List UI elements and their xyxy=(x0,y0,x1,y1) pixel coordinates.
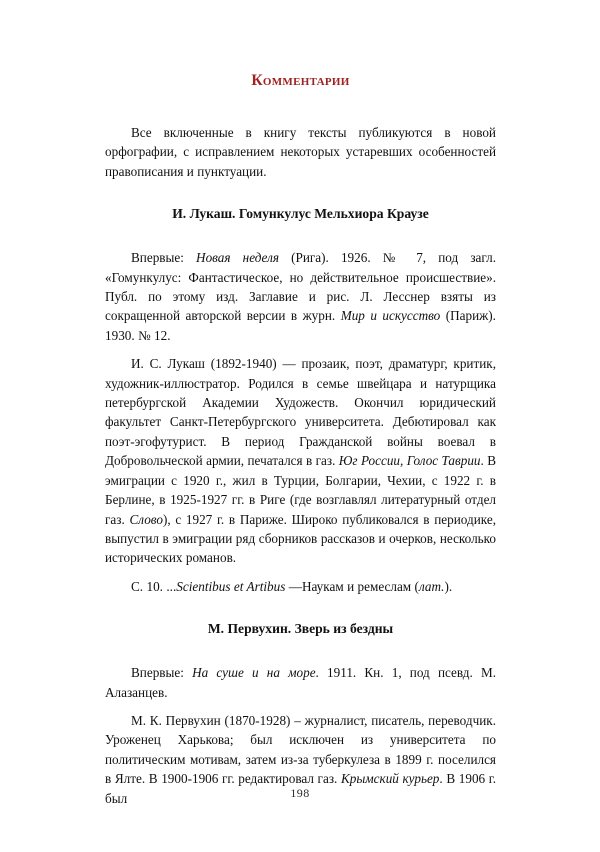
biography-part-1: И. С. Лукаш (1892-1940) — прозаик, поэт, драматург, критик, художник-иллюстратор. Родился в семье швейцара и натурщика петербургской Академии Художеств. Окончил юридический факультет Санкт-Петербургского университета. Дебютировал как поэт-эгофутурист. В период Гражданской войны воевал в Добровольческой армии, печатался в газ. xyxy=(105,356,496,469)
section-heading-lukash: И. Лукаш. Гомункулус Мельхиора Краузе xyxy=(172,206,429,222)
section-heading-pervukhin: М. Первухин. Зверь из бездны xyxy=(207,621,394,637)
biography-part-2: . В эмиграции с 1920 г., жил в Турции, Болгарии, Чехии, с 1922 г. в Берлине, в 1925-1927 гг. в Риге (где возглавлял литературный отдел газ. xyxy=(105,453,497,527)
gloss-locator: С. 10. ... xyxy=(131,578,177,594)
source-note-lead: Впервые: xyxy=(131,665,193,681)
source-note-middle: (Рига). 1926. № 7, под загл. «Гомункулус: Фантастическое, но действительное происшествие». Публ. по этому изд. Заглавие и рис. Л. Лесснер взяты из сокращенной авторской версии в журн. xyxy=(105,250,497,324)
biography-part-3: ), с 1927 г. в Париже. Широко публиковался в периодике, выпустил в эмиграции ряд сборников рассказов и очерков, несколько исторических романов. xyxy=(105,511,496,566)
gloss-latin-phrase: Scientibus et Artibus xyxy=(176,578,286,594)
source-title-na-sushe-i-na-more: На суше и на море xyxy=(192,665,316,681)
source-note-pervukhin xyxy=(105,663,496,702)
gloss-tail: ). xyxy=(444,578,453,594)
gloss-middle: —Наукам и ремеслам ( xyxy=(285,578,419,594)
biography-lukash xyxy=(105,354,496,567)
page-content xyxy=(105,72,496,808)
source-note-tail: (Париж). 1930. № 12. xyxy=(105,308,496,343)
biography-part-2: . В 1906 г. был xyxy=(105,771,496,806)
source-title-novaya-nedelya: Новая неделя xyxy=(196,250,279,266)
biography-part-1: М. К. Первухин (1870-1928) – журналист, писатель, переводчик. Уроженец Харькова; был исключен из университета по политическим мотивам, затем из-за туберкулеза в 1899 г. поселился в Ялте. В 1900-1906 гг. редактировал газ. xyxy=(105,712,496,787)
source-note-lead: Впервые: xyxy=(131,250,197,266)
newspaper-title-slovo: Слово xyxy=(129,511,163,527)
newspaper-title-krymskiy-kuryer: Крымский курьер xyxy=(340,771,440,787)
source-note-lukash xyxy=(105,248,496,345)
gloss-language-abbr: лат. xyxy=(418,578,445,594)
intro-paragraph: Все включенные в книгу тексты публикуются в новой орфографии, с исправлением некоторых устаревших особенностей правописания и пунктуации. xyxy=(105,125,496,179)
source-title-mir-i-iskusstvo: Мир и искусство xyxy=(340,308,441,324)
source-note-tail: . 1911. Кн. 1, под псевд. М. Алазанцев. xyxy=(105,665,496,700)
newspaper-title-yug-rossii: Юг России, Голос Таврии xyxy=(338,453,481,469)
page-title: Комментарии xyxy=(251,72,350,89)
page-number: 198 xyxy=(290,786,310,800)
gloss-scientibus xyxy=(105,577,496,596)
